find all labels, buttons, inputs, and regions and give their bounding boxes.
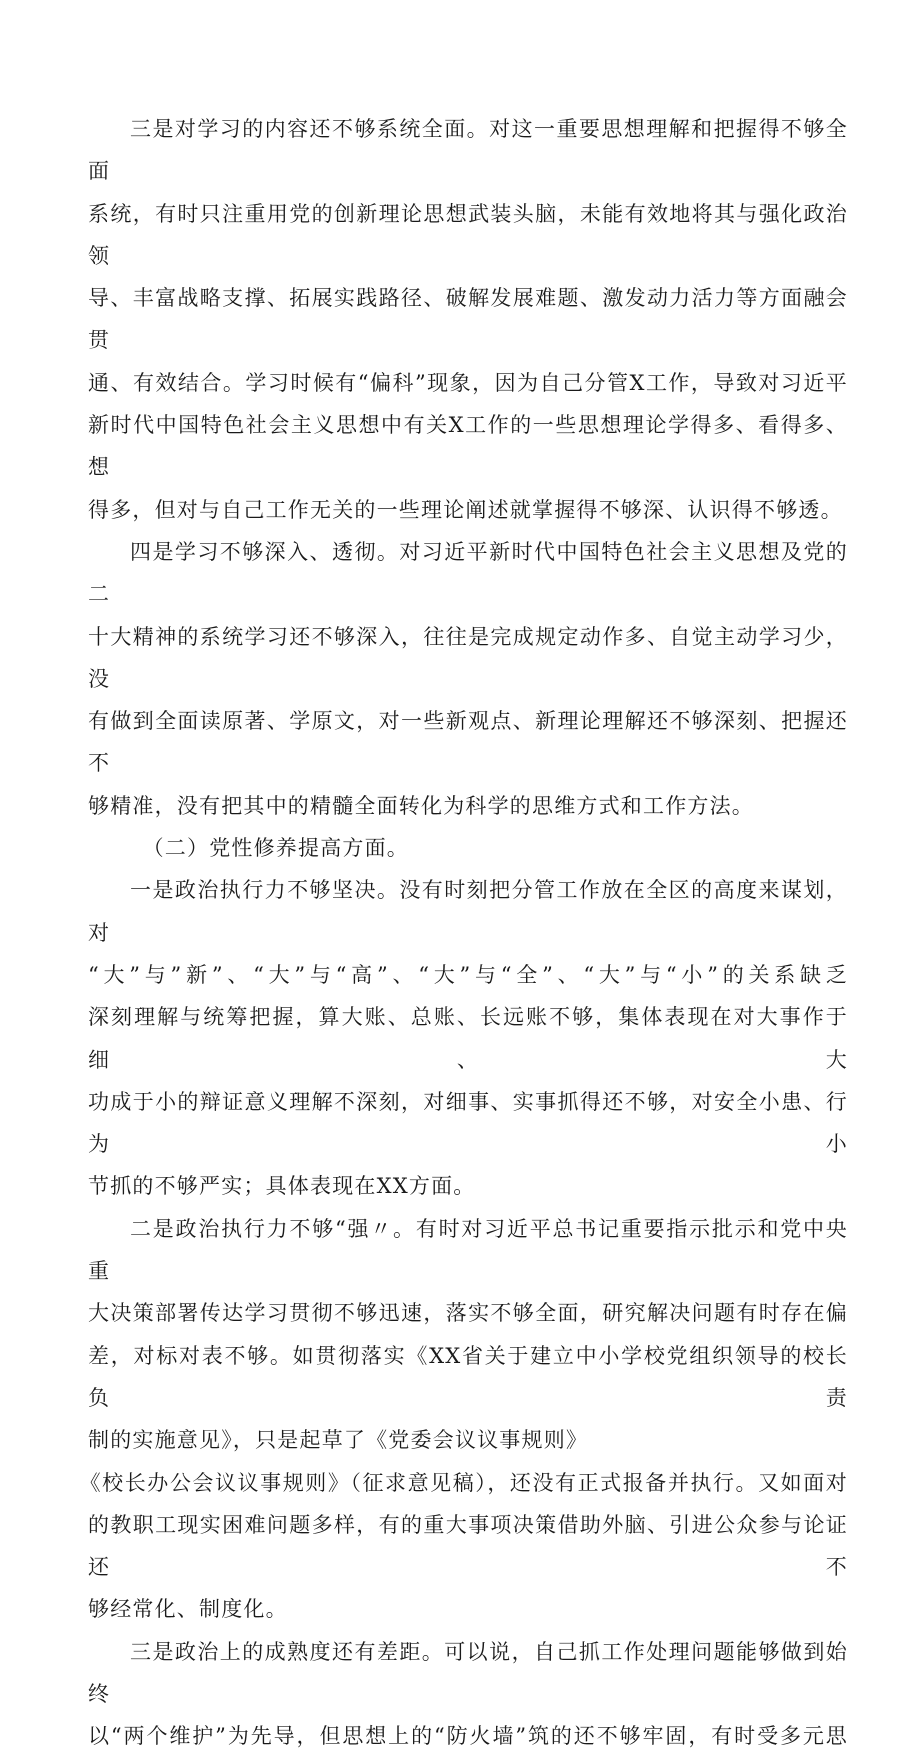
text-line: 通、有效结合。学习时候有“偏科”现象，因为自己分管X工作，导致对习近平 xyxy=(88,370,848,395)
paragraph-study-depth xyxy=(88,531,848,827)
text-line: 深刻理解与统筹把握，算大账、总账、长远账不够，集体表现在对大事作于细、大 xyxy=(88,1005,848,1072)
text-line: 系统，有时只注重用党的创新理论思想武装头脑，未能有效地将其与强化政治领 xyxy=(88,201,848,268)
paragraph-study-content xyxy=(88,108,848,531)
text-line: 三是对学习的内容还不够系统全面。对这一重要思想理解和把握得不够全面 xyxy=(88,117,848,184)
text-line: 一是政治执行力不够坚决。没有时刻把分管工作放在全区的高度来谋划，对 xyxy=(88,878,848,945)
text-line: 差，对标对表不够。如贯彻落实《XX省关于建立中小学校党组织领导的校长负责 xyxy=(88,1343,848,1410)
text-line: 制的实施意见》，只是起草了《党委会议议事规则》 xyxy=(88,1428,589,1453)
text-line: 《校长办公会议议事规则》（征求意见稿），还没有正式报备并执行。又如面对 xyxy=(79,1470,848,1495)
text-line: 有做到全面读原著、学原文，对一些新观点、新理论理解还不够深刻、把握还不 xyxy=(88,709,848,776)
document-body xyxy=(79,108,848,1758)
text-line: 导、丰富战略支撑、拓展实践路径、破解发展难题、激发动力活力等方面融会贯 xyxy=(88,286,848,353)
text-line: 的教职工现实困难问题多样，有的重大事项决策借助外脑、引进公众参与论证还不 xyxy=(88,1512,848,1580)
paragraph-political-maturity xyxy=(88,1631,848,1758)
text-line: 得多，但对与自己工作无关的一些理论阐述就掌握得不够深、认识得不够透。 xyxy=(88,497,843,522)
text-line: 节抓的不够严实；具体表现在XX方面。 xyxy=(88,1174,476,1199)
text-line: 以“两个维护”为先导，但思想上的“防火墙”筑的还不够牢固，有时受多元思 xyxy=(88,1724,848,1749)
text-line: 功成于小的辩证意义理解不深刻，对细事、实事抓得还不够，对安全小患、行为小 xyxy=(88,1089,848,1157)
text-line: 十大精神的系统学习还不够深入，往往是完成规定动作多、自觉主动学习少，没 xyxy=(88,624,848,691)
text-line: 二是政治执行力不够“强〃。有时对习近平总书记重要指示批示和党中央重 xyxy=(88,1216,848,1284)
section-heading: （二）党性修养提高方面。 xyxy=(142,836,409,861)
paragraph-execution-firmness xyxy=(88,869,848,1207)
text-line: 够经常化、制度化。 xyxy=(88,1597,288,1622)
text-line: 新时代中国特色社会主义思想中有关X工作的一些思想理论学得多、看得多、想 xyxy=(88,413,848,480)
text-line: “大”与”新”、“大”与“高”、“大”与“全”、“大”与“小”的关系缺乏 xyxy=(88,962,848,987)
text-line: 够精准，没有把其中的精髓全面转化为科学的思维方式和工作方法。 xyxy=(88,793,754,818)
text-line: 四是学习不够深入、透彻。对习近平新时代中国特色社会主义思想及党的二 xyxy=(88,539,848,607)
text-line: 大决策部署传达学习贯彻不够迅速，落实不够全面，研究解决问题有时存在偏 xyxy=(88,1301,848,1326)
text-line: 三是政治上的成熟度还有差距。可以说，自己抓工作处理问题能够做到始终 xyxy=(88,1639,848,1706)
paragraph-execution-strength xyxy=(79,1208,848,1631)
